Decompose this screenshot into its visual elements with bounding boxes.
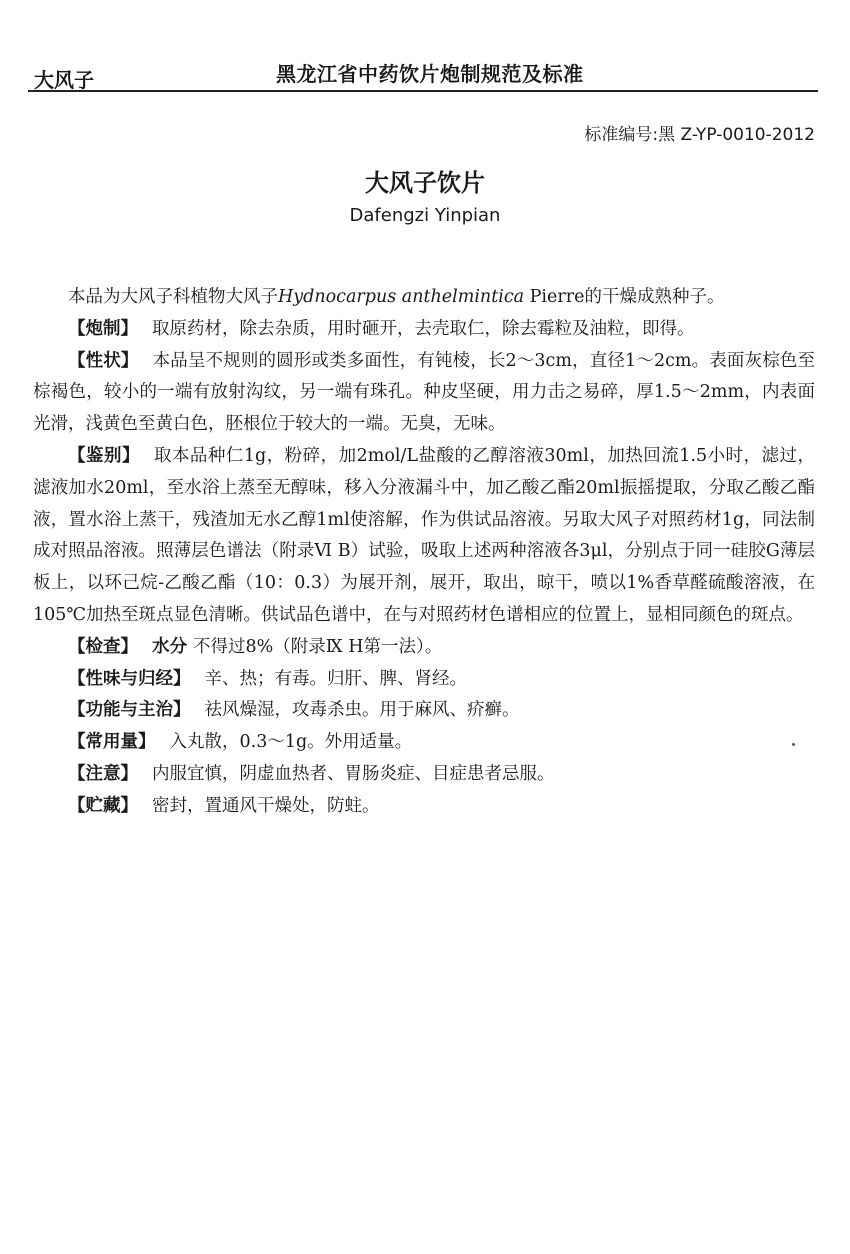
book-title: 黑龙江省中药饮片炮制规范及标准 xyxy=(276,62,584,86)
section-identification xyxy=(33,441,815,632)
section-label: 【性味与归经】 xyxy=(68,668,191,689)
section-label: 【炮制】 xyxy=(68,318,138,339)
section-label: 【常用量】 xyxy=(68,732,156,753)
section-function xyxy=(33,695,815,727)
section-description xyxy=(33,346,815,441)
section-label: 【注意】 xyxy=(68,763,138,784)
section-caution xyxy=(33,759,815,791)
section-text: 取原药材，除去杂质，用时砸开，去壳取仁，除去霉粒及油粒，即得。 xyxy=(152,318,695,339)
section-text: 不得过8%（附录Ⅸ H第一法）。 xyxy=(193,636,443,657)
section-text: 祛风燥湿，攻毒杀虫。用于麻风、疥癣。 xyxy=(204,700,520,721)
section-label: 【贮藏】 xyxy=(68,795,138,816)
page-title: 大风子饮片 xyxy=(365,169,485,197)
intro-paragraph xyxy=(33,282,815,314)
section-storage xyxy=(33,791,815,823)
section-label: 【鉴别】 xyxy=(68,445,140,466)
scan-speck xyxy=(792,743,795,746)
section-dosage xyxy=(33,727,815,759)
section-label: 【功能与主治】 xyxy=(68,700,191,721)
page-subtitle: Dafengzi Yinpian xyxy=(349,205,501,226)
section-label: 【性状】 xyxy=(68,350,139,371)
inspection-item: 水分 xyxy=(152,636,187,657)
section-inspection xyxy=(33,632,815,664)
intro-pre: 本品为大风子科植物大风子 xyxy=(68,287,278,307)
section-text: 密封，置通风干燥处，防蛀。 xyxy=(152,795,380,816)
section-processing xyxy=(33,314,815,346)
monograph-body xyxy=(33,282,815,823)
section-label: 【检查】 xyxy=(68,636,138,657)
section-nature xyxy=(33,664,815,696)
section-text: 本品呈不规则的圆形或类多面性，有钝棱，长2～3cm，直径1～2cm。表面灰棕色至棕褐色，较小的一端有放射沟纹，另一端有珠孔。种皮坚硬，用力击之易碎，厚1.5～2mm，内表面光滑，浅黄色至黄白色，胚根位于较大的一端。无臭，无味。 xyxy=(33,350,816,435)
running-head: 大风子 xyxy=(34,68,94,92)
intro-latin-name: Hydnocarpus anthelmintica xyxy=(278,287,525,307)
page-header xyxy=(28,58,818,92)
intro-post: Pierre的干燥成熟种子。 xyxy=(524,287,725,307)
section-text: 辛、热；有毒。归肝、脾、肾经。 xyxy=(204,668,467,689)
section-text: 入丸散，0.3～1g。外用适量。 xyxy=(169,732,413,753)
section-text: 取本品种仁1g，粉碎，加2mol/L盐酸的乙醇溶液30ml，加热回流1.5小时，滤过，滤液加水20ml，至水浴上蒸至无醇味，移入分液漏斗中，加乙酸乙酯20ml振摇提取，分取乙酸乙酯液，置水浴上蒸干，残渣加无水乙醇1ml使溶解，作为供试品溶液。另取大风子对照药材1g，同法制成对照品溶液。照薄层色谱法（附录Ⅵ B）试验，吸取上述两种溶液各3μl，分别点于同一硅胶G薄层板上，以环己烷-乙酸乙酯（10：0.3）为展开剂，展开，取出，晾干，喷以1%香草醛硫酸溶液，在105℃加热至斑点显色清晰。供试品色谱中，在与对照药材色谱相应的位置上，显相同颜色的斑点。 xyxy=(33,445,815,625)
standard-number: 标准编号:黑 Z-YP-0010-2012 xyxy=(584,125,815,145)
section-text: 内服宜慎，阴虚血热者、胃肠炎症、目症患者忌服。 xyxy=(152,763,555,784)
